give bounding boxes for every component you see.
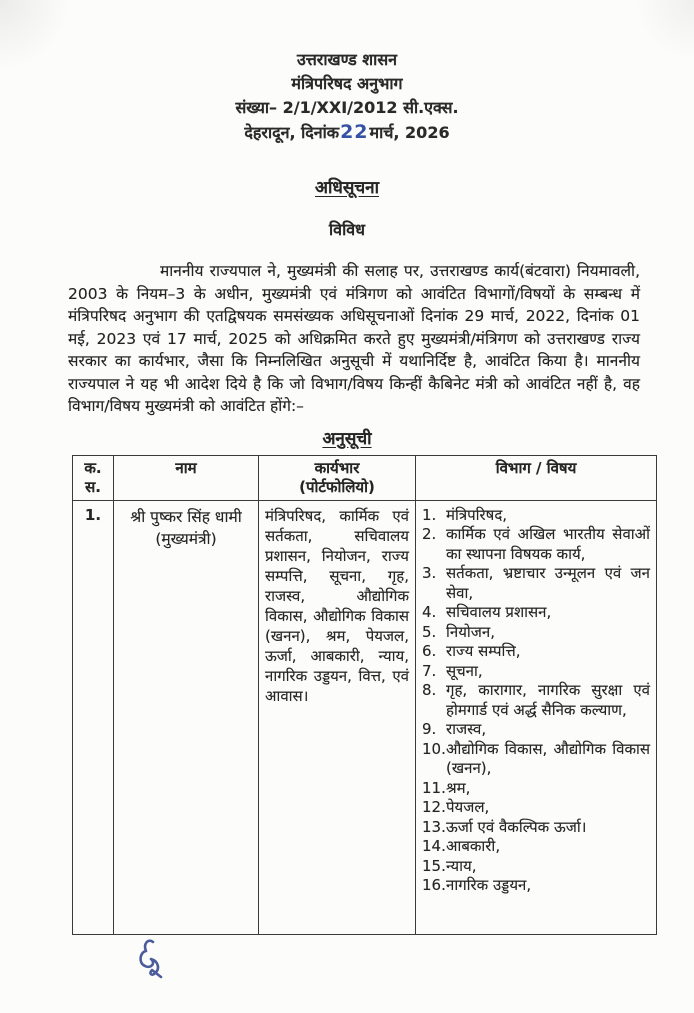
cell-portfolio: मंत्रिपरिषद, कार्मिक एवं सर्तकता, सचिवालय प्रशासन, नियोजन, राज्य सम्पत्ति, सूचना, गृह, राजस्व, औद्योगिक विकास, औद्योगिक विकास (खनन), श्रम, पेयजल, ऊर्जा, आबकारी, न्याय, नागरिक उड्डयन, वित्त, एवं आवास।: [259, 501, 416, 934]
department-text: नियोजन,: [446, 622, 496, 641]
department-text: नागरिक उड्डयन,: [446, 876, 532, 894]
department-number: 10.: [422, 739, 446, 758]
department-text: आबकारी,: [446, 837, 501, 855]
handwritten-day: 22: [340, 121, 369, 143]
minister-designation: (मुख्यमंत्री): [155, 529, 217, 548]
cell-serial: 1.: [73, 501, 114, 934]
department-text: सचिवालय प्रशासन,: [446, 603, 552, 621]
reference-number: संख्या– 2/1/XXI/2012 सी.एक्स.: [235, 98, 459, 117]
department-number: 9.: [422, 720, 437, 738]
header-portfolio: कार्यभार (पोर्टफोलियो): [259, 456, 416, 500]
notification-title: अधिसूचना: [315, 178, 379, 198]
table-header-row: [73, 456, 656, 501]
place-date-line: [0, 120, 694, 145]
department-text: सूचना,: [446, 661, 483, 680]
document-header: [0, 0, 694, 145]
department-item: [420, 525, 650, 564]
header-name: नाम: [114, 456, 259, 500]
department-text: गृह, कारागार, नागरिक सुरक्षा एवं होमगार्ड एवं अर्द्ध सैनिक कल्याण,: [446, 681, 650, 719]
department-number: 15.: [422, 856, 446, 875]
department-item: [420, 603, 650, 623]
department-number: 13.: [422, 817, 446, 836]
department-number: 11.: [422, 778, 446, 797]
department-text: श्रम,: [446, 778, 471, 797]
department-item: [420, 818, 650, 838]
header-departments: विभाग / विषय: [495, 458, 577, 477]
schedule-table: [72, 455, 657, 935]
department-number: 8.: [422, 681, 437, 699]
department-item: [420, 506, 650, 526]
department-number: 1.: [422, 505, 437, 524]
department-item: [420, 837, 650, 857]
minister-name: श्री पुष्कर सिंह धामी: [130, 507, 242, 526]
department-text: राजस्व,: [446, 720, 487, 738]
department-text: औद्योगिक विकास, औद्योगिक विकास (खनन),: [446, 739, 650, 777]
department-text: मंत्रिपरिषद,: [446, 505, 508, 524]
department-item: [420, 740, 650, 779]
department-item: [420, 681, 650, 720]
department-number: 14.: [422, 837, 446, 855]
department-item: [420, 564, 650, 603]
department-number: 2.: [422, 525, 437, 543]
department-text: राज्य सम्पत्ति,: [446, 642, 521, 660]
schedule-title: अनुसूची: [322, 428, 372, 449]
department-text: पेयजल,: [446, 798, 490, 816]
notification-subtitle: विविध: [329, 220, 365, 239]
department-item: [420, 798, 650, 818]
department-number: 4.: [422, 603, 437, 621]
cell-name: [114, 501, 259, 934]
department-text: ऊर्जा एवं वैकल्पिक ऊर्जा।: [446, 817, 587, 836]
cell-departments: [416, 501, 656, 934]
section-name: मंत्रिपरिषद अनुभाग: [291, 74, 403, 93]
department-item: [420, 623, 650, 643]
government-name: उत्तराखण्ड शासन: [296, 50, 398, 69]
department-item: [420, 720, 650, 740]
department-text: सर्तकता, भ्रष्टाचार उन्मूलन एवं जन सेवा,: [446, 564, 650, 602]
department-number: 6.: [422, 642, 437, 660]
department-item: [420, 779, 650, 799]
place-date-prefix: देहरादून, दिनांक: [244, 123, 340, 142]
department-number: 16.: [422, 876, 446, 894]
body-paragraph: माननीय राज्यपाल ने, मुख्यमंत्री की सलाह पर, उत्तराखण्ड कार्य(बंटवारा) नियमावली, 2003 के नियम–3 के अधीन, मुख्यमंत्री एवं मंत्रिगण को आवंटित विभागों/विषयों के सम्बन्ध में मंत्रिपरिषद अनुभाग की एतद्विषयक समसंख्यक अधिसूचनाओं दिनांक 29 मार्च, 2022, दिनांक 01 मई, 2023 एवं 17 मार्च, 2025 को अधिक्रमित करते हुए मुख्यमंत्री/मंत्रिगण को उत्तराखण्ड राज्य सरकार का कार्यभार, जैसा कि निम्नलिखित अनुसूची में यथानिर्दिष्ट है, आवंटित किया है। माननीय राज्यपाल ने यह भी आदेश दिये है कि जो विभाग/विषय किन्हीं कैबिनेट मंत्री को आवंटित नहीं है, वह विभाग/विषय मुख्यमंत्री को आवंटित होंगे:–: [68, 262, 640, 415]
department-text: न्याय,: [446, 856, 477, 875]
handwritten-scribble-mark: [130, 936, 176, 994]
department-text: कार्मिक एवं अखिल भारतीय सेवाओं का स्थापना विषयक कार्य,: [446, 525, 650, 563]
department-number: 7.: [422, 661, 437, 680]
department-item: [420, 857, 650, 877]
department-number: 5.: [422, 622, 437, 641]
table-row: [73, 501, 656, 934]
department-number: 12.: [422, 798, 446, 816]
department-item: [420, 642, 650, 662]
department-item: [420, 662, 650, 682]
department-item: [420, 876, 650, 896]
department-number: 3.: [422, 564, 437, 582]
place-date-suffix: मार्च, 2026: [369, 123, 450, 142]
header-serial: क. स.: [73, 456, 114, 500]
